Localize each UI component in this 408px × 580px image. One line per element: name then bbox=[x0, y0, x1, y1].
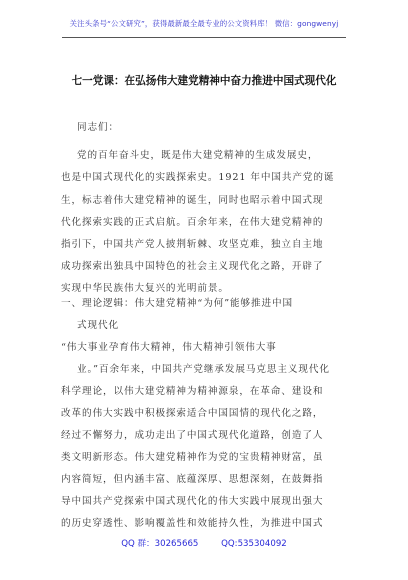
paragraph-line: 一、理论逻辑：伟大建党精神“为何”能够推进中国 bbox=[61, 298, 293, 309]
header-promo-note: 关注头条号“公文研究”，获得最新最全最专业的公文资料库！ 微信：gongwenyj bbox=[69, 19, 339, 28]
section-heading-line: “伟大事业孕育伟大精神，伟大精神引领伟大事 bbox=[61, 342, 277, 353]
paragraph-line: 业。”百余年来，中国共产党继承发展马克思主义现代化 bbox=[77, 364, 330, 375]
paragraph-line: 内容简短，但内涵丰富、底蕴深厚、思想深刻，在鼓舞指 bbox=[61, 474, 324, 485]
paragraph-line: 党的百年奋斗史，既是伟大建党精神的生成发展史， bbox=[77, 150, 319, 161]
paragraph-line: 也是中国式现代化的实践探索史。1921 年中国共产党的诞 bbox=[61, 172, 335, 183]
footer-contact bbox=[0, 537, 408, 549]
paragraph-line: 成功探索出独具中国特色的社会主义现代化之路，开辟了 bbox=[61, 261, 324, 272]
paragraph-line: 经过不懈努力，成功走出了中国式现代化道路，创造了人 bbox=[61, 430, 324, 441]
paragraph-line: 代化探索实践的正式启航。百余年来，在伟大建党精神的 bbox=[61, 217, 324, 228]
paragraph-line: 实现中华民族伟大复兴的光明前景。 bbox=[61, 283, 229, 294]
salutation-line: 同志们： bbox=[77, 122, 119, 133]
header-divider bbox=[62, 37, 346, 38]
footer-qq-number: QQ:535304092 bbox=[221, 539, 287, 549]
document-title: 七一党课：在弘扬伟大建党精神中奋力推进中国式现代化 bbox=[71, 75, 337, 87]
section-heading-line: 式现代化 bbox=[77, 320, 119, 331]
paragraph-line: 指引下，中国共产党人披荆斩棘、攻坚克难，独立自主地 bbox=[61, 239, 324, 250]
footer-qq-group: QQ 群：30265665 bbox=[121, 539, 199, 549]
paragraph-line: 生，标志着伟大建党精神的诞生，同时也昭示着中国式现 bbox=[61, 195, 324, 206]
paragraph-line: 科学理论，以伟大建党精神为精神源泉，在革命、建设和 bbox=[61, 386, 324, 397]
paragraph-line: 改革的伟大实践中积极探索适合中国国情的现代化之路， bbox=[61, 408, 324, 419]
paragraph-line: 的历史穿透性、影响覆盖性和效能持久性，为推进中国式 bbox=[61, 518, 324, 529]
paragraph-line: 类文明新形态。伟大建党精神作为党的宝贵精神财富，虽 bbox=[61, 452, 324, 463]
paragraph-line: 导中国共产党探索中国式现代化的伟大实践中展现出强大 bbox=[61, 496, 324, 507]
